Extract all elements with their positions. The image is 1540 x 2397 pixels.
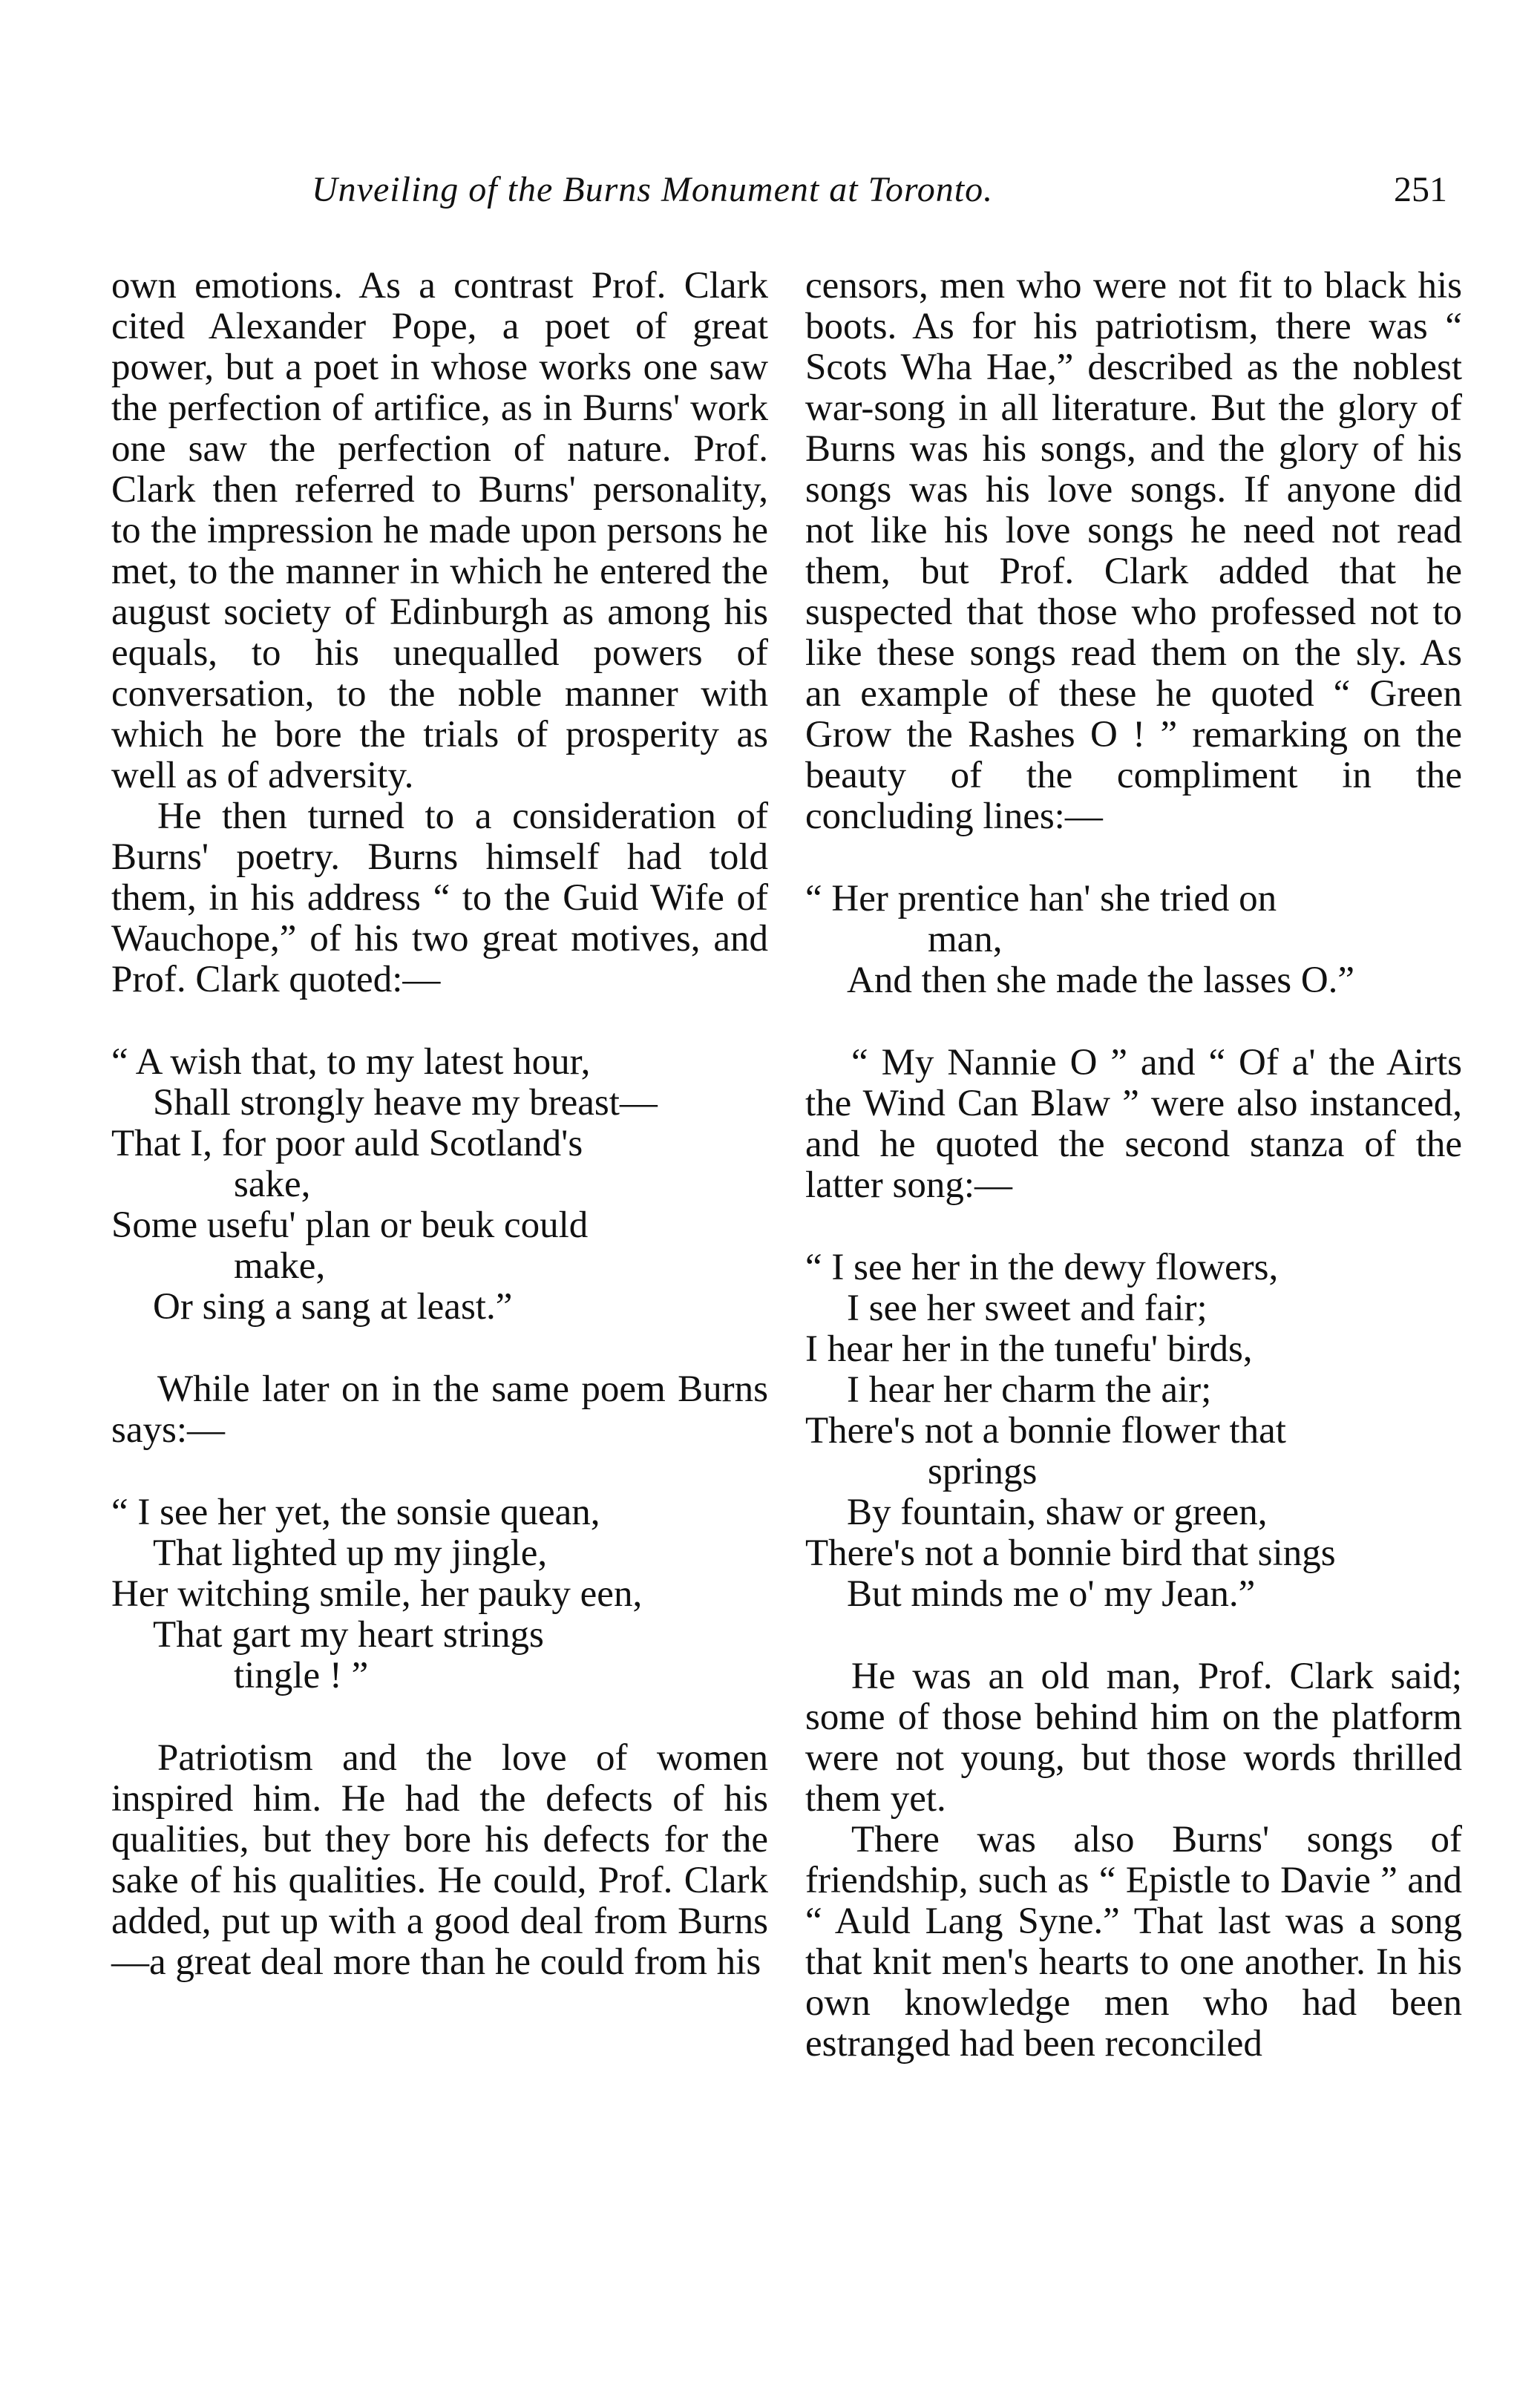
verse-line: springs (928, 1451, 1038, 1492)
paragraph: censors, men who were not fit to black his boots. As for his patriotism, there was “ Scots Wha Hae,” described as the noblest war-song in all literature. But the glory of Burns was his songs, and the glory of his songs was his love songs. If anyone did not like his love songs he need not read them, but Prof. Clark added that he suspected that those who professed not to like these songs read them on the sly. As an example of these he quoted “ Green Grow the Rashes O ! ” remarking on the beauty of the compliment in the concluding lines:— (805, 265, 1462, 837)
page-number: 251 (1394, 170, 1447, 209)
verse-line: That lighted up my jingle, (153, 1532, 548, 1574)
verse-line: tingle ! ” (234, 1655, 369, 1696)
running-title: Unveiling of the Burns Monument at Toronto. (312, 170, 994, 209)
paragraph: He was an old man, Prof. Clark said; some of those behind him on the platform were not young, but those words thrilled them yet. (805, 1656, 1462, 1820)
verse-line: “ Her prentice han' she tried on (805, 878, 1277, 919)
verse-quote (111, 1042, 768, 1328)
paragraph: There was also Burns' songs of friendship, such as “ Epistle to Davie ” and “ Auld Lang Syne.” That last was a song that knit men's hearts to one another. In his own knowledge men who had been estranged had been reconciled (805, 1819, 1462, 2065)
running-header (104, 169, 1455, 221)
verse-line: “ I see her in the dewy flowers, (805, 1247, 1279, 1288)
verse-line: I see her sweet and fair; (847, 1288, 1208, 1329)
verse-line: man, (928, 919, 1003, 960)
right-column (805, 266, 1462, 2065)
verse-line: By fountain, shaw or green, (847, 1492, 1268, 1533)
verse-line: sake, (234, 1164, 311, 1205)
verse-quote (111, 1492, 768, 1696)
paragraph: Patriotism and the love of women inspired him. He had the defects of his qualities, but they bore his defects for the sake of his qualities. He could, Prof. Clark added, put up with a good deal from Burns—a great deal more than he could from his (111, 1737, 768, 1983)
left-column (111, 266, 768, 1983)
verse-line: Her witching smile, her pauky een, (111, 1573, 643, 1615)
paragraph: own emotions. As a contrast Prof. Clark cited Alexander Pope, a poet of great power, but a poet in whose works one saw the perfection of artifice, as in Burns' work one saw the perfection of nature. Prof. Clark then referred to Burns' personality, to the impression he made upon persons he met, to the manner in which he entered the august society of Edinburgh as among his equals, to his unequalled powers of conversation, to the noble manner with which he bore the trials of prosperity as well as of adversity. (111, 265, 768, 796)
verse-quote (805, 879, 1462, 1001)
verse-line: And then she made the lasses O.” (847, 960, 1355, 1001)
verse-line: make, (234, 1245, 326, 1287)
verse-line: I hear her charm the air; (847, 1369, 1212, 1411)
verse-line: I hear her in the tunefu' birds, (805, 1328, 1253, 1370)
verse-line: Shall strongly heave my breast— (153, 1082, 658, 1124)
verse-line: That I, for poor auld Scotland's (111, 1123, 583, 1164)
verse-line: There's not a bonnie bird that sings (805, 1532, 1336, 1574)
verse-line: But minds me o' my Jean.” (847, 1573, 1256, 1615)
verse-line: “ A wish that, to my latest hour, (111, 1041, 591, 1083)
paragraph: He then turned to a consideration of Burns' poetry. Burns himself had told them, in his address “ to the Guid Wife of Wauchope,” of his two great motives, and Prof. Clark quoted:— (111, 796, 768, 1000)
verse-line: Or sing a sang at least.” (153, 1286, 513, 1328)
paragraph: While later on in the same poem Burns says:— (111, 1368, 768, 1451)
verse-line: That gart my heart strings (153, 1614, 544, 1656)
verse-line: Some usefu' plan or beuk could (111, 1204, 589, 1246)
paragraph: “ My Nannie O ” and “ Of a' the Airts the Wind Can Blaw ” were also instanced, and he quoted the second stanza of the latter song:— (805, 1042, 1462, 1206)
verse-line: “ I see her yet, the sonsie quean, (111, 1492, 600, 1533)
verse-line: There's not a bonnie flower that (805, 1410, 1286, 1452)
verse-quote (805, 1247, 1462, 1615)
